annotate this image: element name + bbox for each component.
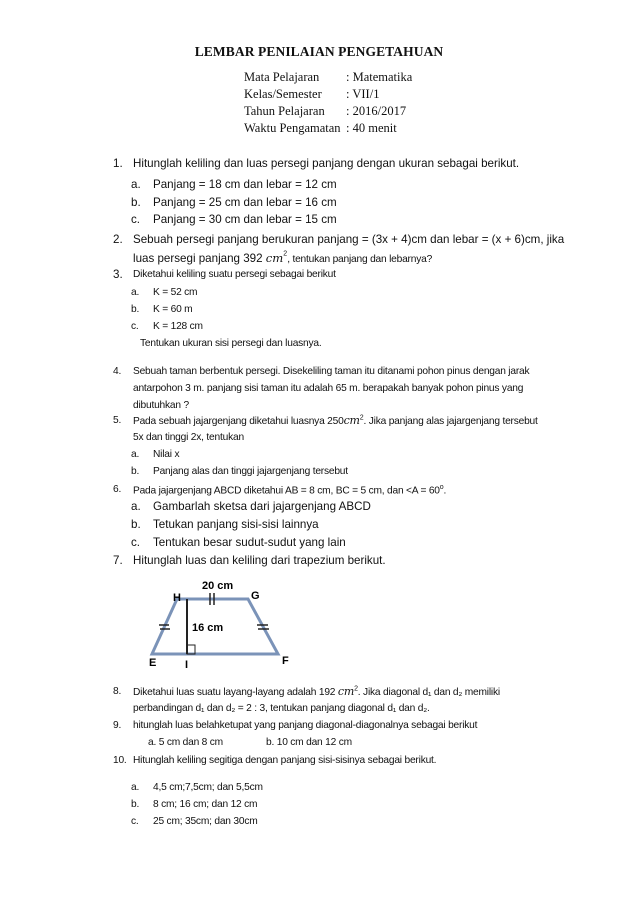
unit-symbol: cm — [343, 414, 360, 427]
top-length-label: 20 cm — [202, 580, 234, 592]
item-text: Panjang = 18 cm dan lebar = 12 cm — [153, 178, 337, 191]
text-part: Pada sebuah jajargenjang diketahui luasnya 250 — [133, 416, 344, 427]
question-text-line2 — [133, 249, 432, 267]
document-title: LEMBAR PENILAIAN PENGETAHUAN — [194, 44, 444, 59]
meta-label: Mata Pelajaran — [244, 70, 320, 84]
question-text-line3: dibutuhkan ? — [133, 400, 189, 411]
question-text: Hitunglah keliling segitiga dengan panjang sisi-sisinya sebagai berikut. — [133, 755, 437, 766]
question-text: hitunglah luas belahketupat yang panjang diagonal-diagonalnya sebagai berikut — [133, 720, 478, 731]
item-marker: b. — [131, 196, 141, 209]
meta-value: : Matematika — [346, 70, 413, 84]
item-marker: c. — [131, 816, 139, 827]
item-text: Nilai x — [153, 449, 180, 460]
question-number: 1. — [113, 157, 123, 170]
text-part: , tentukan panjang dan lebarnya? — [287, 254, 433, 265]
item-text: Tetukan panjang sisi-sisi lainnya — [153, 518, 319, 531]
item-marker: b. — [131, 799, 140, 810]
text-part: Diketahui luas suatu layang-layang adalah 192 — [133, 687, 338, 698]
question-text: Sebuah taman berbentuk persegi. Disekeliling taman itu ditanami pohon pinus dengan jarak — [133, 366, 530, 377]
exponent: 2 — [359, 414, 364, 422]
item-text: K = 52 cm — [153, 287, 198, 298]
text-part: Pada jajargenjang ABCD diketahui AB = 8 cm, BC = 5 cm, dan <A = 60 — [133, 485, 440, 497]
meta-label: Kelas/Semester — [244, 87, 322, 101]
question-number: 4. — [113, 366, 122, 377]
meta-row-class — [244, 86, 412, 103]
item-text: 8 cm; 16 cm; dan 12 cm — [153, 799, 258, 810]
text-part: . Jika diagonal d₁ dan d₂ memiliki — [357, 687, 500, 698]
trapezium-figure — [140, 574, 300, 674]
item-marker: b. — [131, 466, 140, 477]
item-marker: a. — [131, 449, 140, 460]
item-marker: c. — [131, 321, 139, 332]
item-marker: c. — [131, 213, 141, 226]
height-label: 16 cm — [192, 622, 224, 634]
question-number: 3. — [113, 268, 123, 281]
item-text: Gambarlah sketsa dari jajargenjang ABCD — [153, 500, 371, 513]
option-b: b. 10 cm dan 12 cm — [266, 737, 352, 748]
item-text: Tentukan besar sudut-sudut yang lain — [153, 536, 346, 549]
question-text — [133, 414, 538, 427]
item-text: 25 cm; 35cm; dan 30cm — [153, 816, 258, 827]
exponent: 2 — [354, 685, 358, 693]
vertex-label-h: H — [173, 592, 181, 604]
item-text: 4,5 cm;7,5cm; dan 5,5cm — [153, 782, 263, 793]
item-text: K = 128 cm — [153, 321, 203, 332]
item-text: Panjang alas dan tinggi jajargenjang tersebut — [153, 466, 348, 477]
exponent: 2 — [283, 250, 288, 258]
item-text: Panjang = 30 cm dan lebar = 15 cm — [153, 213, 337, 226]
text-part: . — [443, 485, 447, 497]
item-marker: a. — [131, 178, 141, 191]
subject-info — [244, 69, 412, 137]
text-part: luas persegi panjang 392 — [133, 252, 266, 265]
vertex-label-g: G — [251, 590, 260, 602]
meta-row-subject — [244, 69, 412, 86]
meta-row-time — [244, 120, 412, 137]
meta-label: Tahun Pelajaran — [244, 104, 325, 118]
item-marker: a. — [131, 287, 140, 298]
question-text-line2: perbandingan d₁ dan d₂ = 2 : 3, tentukan panjang diagonal d₁ dan d₂. — [133, 703, 430, 714]
question-number: 6. — [113, 484, 122, 495]
question-text-line2: 5x dan tinggi 2x, tentukan — [133, 432, 244, 443]
option-a: a. 5 cm dan 8 cm — [148, 737, 223, 748]
item-text: Panjang = 25 cm dan lebar = 16 cm — [153, 196, 337, 209]
meta-label: Waktu Pengamatan — [244, 121, 341, 135]
question-text: Hitunglah luas dan keliling dari trapezium berikut. — [133, 554, 386, 567]
meta-value: : VII/1 — [346, 87, 380, 101]
question-number: 8. — [113, 686, 122, 697]
question-text — [133, 685, 500, 698]
question-text: Sebuah persegi panjang berukuran panjang = (3x + 4)cm dan lebar = (x + 6)cm, jika — [133, 233, 565, 246]
item-text: K = 60 m — [153, 304, 193, 315]
question-text: Hitunglah keliling dan luas persegi panjang dengan ukuran sebagai berikut. — [133, 157, 520, 170]
question-text-line2: antarpohon 3 m. panjang sisi taman itu adalah 65 m. berapakah banyak pohon pinus yang — [133, 383, 524, 394]
unit-symbol: cm — [337, 685, 355, 698]
item-marker: c. — [131, 536, 141, 549]
degree-symbol: o — [439, 484, 444, 491]
meta-row-year — [244, 103, 412, 120]
text-part: . Jika panjang alas jajargenjang tersebut — [363, 416, 538, 427]
question-number: 2. — [113, 233, 123, 246]
vertex-label-f: F — [282, 655, 289, 667]
question-footer: Tentukan ukuran sisi persegi dan luasnya. — [140, 338, 322, 349]
vertex-label-i: I — [185, 659, 189, 671]
item-marker: a. — [131, 782, 140, 793]
meta-value: : 40 menit — [346, 121, 397, 135]
item-marker: a. — [131, 500, 141, 513]
question-number: 9. — [113, 720, 122, 731]
question-number: 7. — [113, 554, 123, 567]
question-number: 5. — [113, 415, 122, 426]
question-text: Diketahui keliling suatu persegi sebagai berikut — [133, 269, 336, 280]
item-marker: b. — [131, 518, 141, 531]
question-text — [133, 484, 446, 496]
meta-value: : 2016/2017 — [346, 104, 407, 118]
vertex-label-e: E — [149, 657, 157, 669]
unit-symbol: cm — [265, 251, 284, 265]
question-number: 10. — [113, 755, 127, 766]
item-marker: b. — [131, 304, 140, 315]
